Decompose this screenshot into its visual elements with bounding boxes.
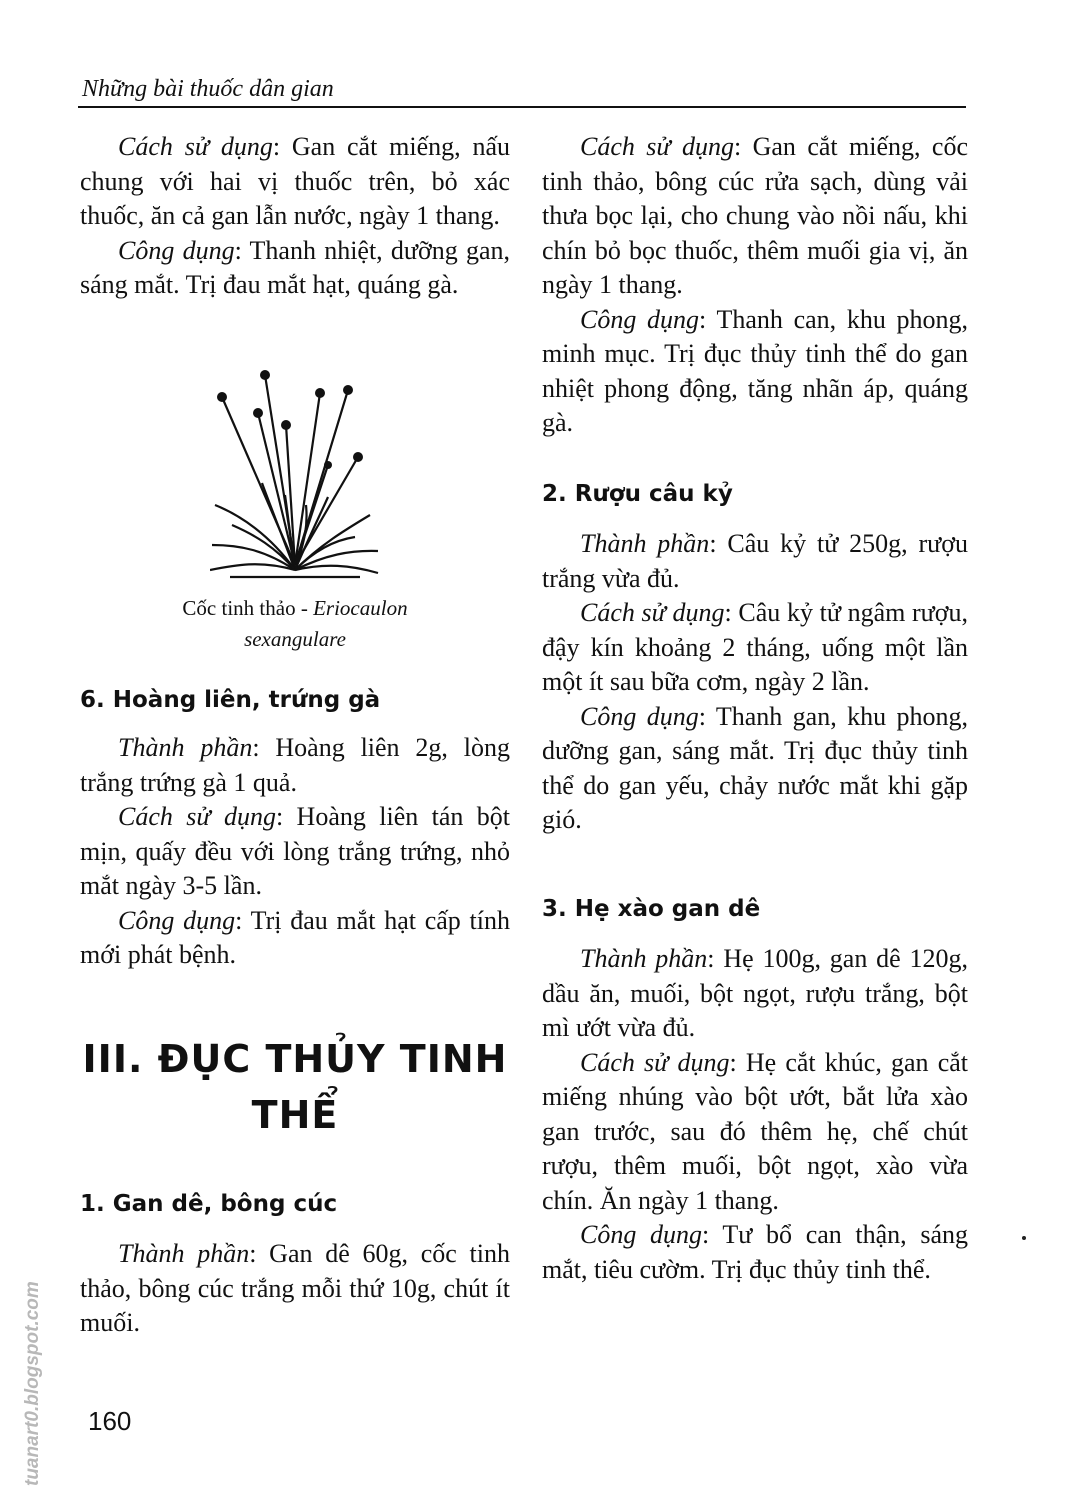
recipe-heading: 2. Rượu câu kỷ bbox=[542, 480, 733, 507]
paragraph bbox=[542, 130, 968, 303]
section-title-line-1: III. ĐỤC THỦY TINH bbox=[82, 1036, 508, 1081]
paragraph-label: Công dụng bbox=[118, 905, 236, 935]
paragraph bbox=[80, 731, 510, 800]
paragraph bbox=[542, 942, 968, 1046]
section-title bbox=[80, 1031, 510, 1143]
paragraph bbox=[80, 1237, 510, 1341]
watermark bbox=[8, 1200, 48, 1490]
paragraph-label: Thành phần bbox=[118, 1239, 250, 1268]
paragraph-label: Thành phần bbox=[580, 944, 708, 973]
figure-caption bbox=[80, 593, 510, 655]
recipe-heading: 3. Hẹ xào gan dê bbox=[542, 895, 761, 922]
paragraph-text: : Thanh gan, khu phong, dưỡng gan, sáng mắt. Trị đục thủy tinh thể do gan yếu, chảy nước mắt khi gặp gió. bbox=[542, 701, 969, 834]
paragraph-label: Cách sử dụng bbox=[118, 132, 273, 161]
paragraph bbox=[80, 234, 510, 303]
paragraph-label: Thành phần bbox=[118, 733, 253, 762]
paragraph-text: : Hẹ cắt khúc, gan cắt miếng nhúng vào bột ướt, bắt lửa xào gan trước, sau đó thêm hẹ, chế chút rượu, thêm muối, bột ngọt, xào vừa chín. Ăn ngày 1 thang. bbox=[542, 1047, 968, 1215]
plant-illustration bbox=[80, 365, 510, 655]
paragraph-label: Công dụng bbox=[118, 235, 235, 265]
print-speck bbox=[1022, 1236, 1026, 1240]
paragraph-label: Công dụng bbox=[580, 304, 700, 334]
paragraph bbox=[542, 1218, 968, 1287]
section-title-line-2: THỂ bbox=[251, 1092, 339, 1137]
paragraph bbox=[542, 303, 968, 441]
watermark-text: tuanart0.blogspot.com bbox=[22, 1281, 43, 1486]
paragraph-text: : Tư bổ can thận, sáng mắt, tiêu cườm. Trị đục thủy tinh thể. bbox=[542, 1220, 968, 1284]
paragraph-text: : Thanh nhiệt, dưỡng gan, sáng mắt. Trị đau mắt hạt, quáng gà. bbox=[80, 235, 511, 299]
running-title: Những bài thuốc dân gian bbox=[82, 76, 334, 102]
paragraph-label: Cách sử dụng bbox=[580, 1047, 730, 1077]
paragraph-text: : Gan dê 60g, cốc tinh thảo, bông cúc trắng mỗi thứ 10g, chút ít muối. bbox=[80, 1239, 510, 1337]
right-column bbox=[542, 130, 968, 1287]
paragraph bbox=[542, 1046, 968, 1219]
paragraph-label: Cách sử dụng bbox=[118, 802, 276, 831]
caption-text: Cốc tinh thảo - bbox=[182, 595, 314, 620]
paragraph-label: Cách sử dụng bbox=[580, 132, 734, 161]
paragraph-label: Công dụng bbox=[580, 701, 699, 731]
paragraph-text: : Hoàng liên 2g, lòng trắng trứng gà 1 quả. bbox=[80, 733, 510, 797]
caption-scientific-name: Eriocaulon bbox=[313, 595, 408, 620]
paragraph-text: : Hoàng liên tán bột mịn, quấy đều với lòng trắng trứng, nhỏ mắt ngày 3-5 lần. bbox=[80, 802, 510, 900]
page-number: 160 bbox=[88, 1406, 132, 1436]
paragraph-text: : Hẹ 100g, gan dê 120g, dầu ăn, muối, bột ngọt, rượu trắng, bột mì ướt vừa đủ. bbox=[542, 944, 968, 1042]
paragraph-text: : Câu kỷ tử 250g, rượu trắng vừa đủ. bbox=[542, 529, 968, 593]
eriocaulon-plant-drawing bbox=[210, 365, 380, 585]
paragraph-text: : Trị đau mắt hạt cấp tính mới phát bệnh. bbox=[80, 905, 511, 969]
recipe-heading: 6. Hoàng liên, trứng gà bbox=[80, 686, 381, 713]
paragraph-label: Công dụng bbox=[580, 1220, 702, 1249]
paragraph-text: : Thanh can, khu phong, minh mục. Trị đục thủy tinh thể do gan nhiệt phong động, tăng nhãn áp, quáng gà. bbox=[542, 304, 968, 437]
paragraph-text: : Gan cắt miếng, cốc tinh thảo, bông cúc rửa sạch, dùng vải thưa bọc lại, cho chung vào nồi nấu, khi chín bỏ bọc thuốc, thêm muối gia vị, ăn ngày 1 thang. bbox=[542, 132, 968, 299]
paragraph-text: : Câu kỷ tử ngâm rượu, đậy kín khoảng 2 tháng, uống một lần một ít sau bữa cơm, ngày 2 lần. bbox=[542, 598, 969, 696]
paragraph bbox=[542, 700, 968, 838]
caption-scientific-name-2: sexangulare bbox=[244, 626, 346, 651]
paragraph bbox=[80, 130, 510, 234]
running-header bbox=[78, 74, 966, 108]
paragraph bbox=[80, 800, 510, 904]
paragraph-label: Thành phần bbox=[580, 529, 710, 558]
paragraph bbox=[542, 596, 968, 700]
left-column bbox=[80, 130, 510, 1341]
paragraph-text: : Gan cắt miếng, nấu chung với hai vị thuốc trên, bỏ xác thuốc, ăn cả gan lẫn nước, ngày 1 thang. bbox=[80, 132, 510, 230]
recipe-heading: 1. Gan dê, bông cúc bbox=[80, 1190, 338, 1217]
paragraph bbox=[542, 527, 968, 596]
paragraph-label: Cách sử dụng bbox=[580, 598, 725, 627]
paragraph bbox=[80, 904, 510, 973]
